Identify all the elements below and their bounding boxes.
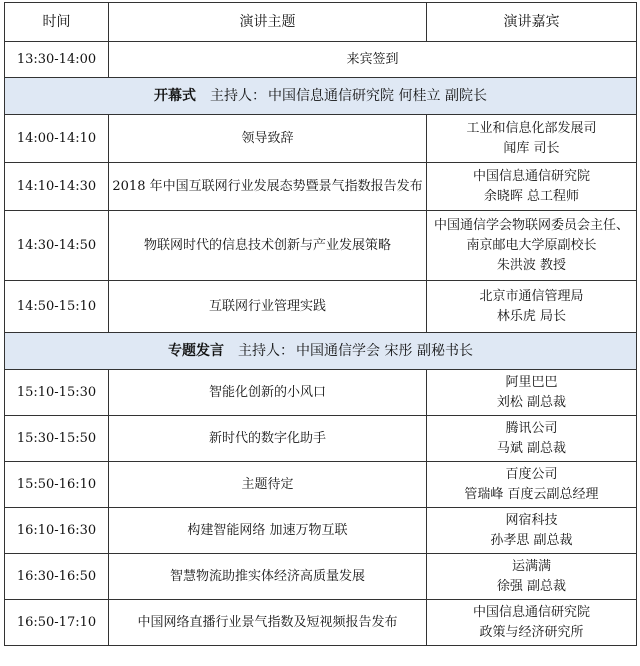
header-row [5,3,637,42]
speaker-name: 刘松 副总裁 [496,394,567,410]
topic-cell: 构建智能网络 加速万物互联 [109,508,427,554]
speaker-cell [427,600,637,646]
section-cell [5,78,637,115]
speaker-org: 中国信息通信研究院 [472,168,590,184]
section-row [5,78,637,115]
speaker-cell [427,281,637,333]
host-name: 中国信息通信研究院 何桂立 副院长 [268,88,487,104]
speaker-org: 百度公司 [505,466,558,482]
agenda-row [5,163,637,211]
topic-cell: 新时代的数字化助手 [109,416,427,462]
agenda-body [5,3,637,646]
time-cell: 15:50-16:10 [5,462,109,508]
topic-cell: 物联网时代的信息技术创新与产业发展策略 [109,211,427,281]
agenda-table [4,2,637,646]
time-cell: 16:30-16:50 [5,554,109,600]
topic-cell: 智能化创新的小风口 [109,370,427,416]
speaker-name: 朱洪波 教授 [496,257,567,273]
agenda-row [5,600,637,646]
time-cell: 14:10-14:30 [5,163,109,211]
agenda-row [5,115,637,163]
time-cell: 14:50-15:10 [5,281,109,333]
topic-cell: 来宾签到 [109,42,637,78]
speaker-cell [427,115,637,163]
header-speaker: 演讲嘉宾 [427,3,637,42]
time-cell: 13:30-14:00 [5,42,109,78]
time-cell: 14:30-14:50 [5,211,109,281]
host-label: 主持人： [210,88,267,104]
agenda-row [5,42,637,78]
speaker-name: 政策与经济研究所 [479,624,584,640]
speaker-name: 马斌 副总裁 [496,440,567,456]
topic-cell: 互联网行业管理实践 [109,281,427,333]
agenda-row [5,416,637,462]
speaker-org: 阿里巴巴 [505,374,558,390]
agenda-row [5,281,637,333]
agenda-row [5,370,637,416]
section-title: 专题发言 [168,343,225,359]
speaker-cell [427,554,637,600]
speaker-org: 网宿科技 [505,512,558,528]
time-cell: 15:10-15:30 [5,370,109,416]
topic-cell: 2018 年中国互联网行业发展态势暨景气指数报告发布 [109,163,427,211]
speaker-cell [427,163,637,211]
time-cell: 16:10-16:30 [5,508,109,554]
speaker-name: 余晓晖 总工程师 [483,188,580,204]
speaker-name: 管瑞峰 百度云副总经理 [464,486,599,502]
speaker-cell [427,508,637,554]
section-cell [5,333,637,370]
speaker-org: 腾讯公司 [505,420,558,436]
agenda-row [5,462,637,508]
speaker-cell [427,370,637,416]
agenda-row [5,508,637,554]
speaker-org: 中国通信学会物联网委员会主任、南京邮电大学原副校长 [433,217,629,253]
speaker-cell [427,211,637,281]
speaker-name: 徐强 副总裁 [496,578,567,594]
header-topic: 演讲主题 [109,3,427,42]
header-time: 时间 [5,3,109,42]
topic-cell: 领导致辞 [109,115,427,163]
speaker-name: 孙孝思 副总裁 [490,532,573,548]
time-cell: 16:50-17:10 [5,600,109,646]
topic-cell: 智慧物流助推实体经济高质量发展 [109,554,427,600]
time-cell: 15:30-15:50 [5,416,109,462]
section-title: 开幕式 [154,88,197,104]
topic-cell: 主题待定 [109,462,427,508]
host-label: 主持人： [238,343,295,359]
speaker-org: 中国信息通信研究院 [472,604,590,620]
agenda-row [5,211,637,281]
section-row [5,333,637,370]
speaker-name: 林乐虎 局长 [496,308,567,324]
speaker-org: 北京市通信管理局 [479,288,584,304]
agenda-row [5,554,637,600]
speaker-org: 工业和信息化部发展司 [466,120,597,136]
time-cell: 14:00-14:10 [5,115,109,163]
speaker-cell [427,462,637,508]
speaker-name: 闻库 司长 [503,140,560,156]
speaker-cell [427,416,637,462]
host-name: 中国通信学会 宋彤 副秘书长 [296,343,473,359]
speaker-org: 运满满 [511,558,551,574]
topic-cell: 中国网络直播行业景气指数及短视频报告发布 [109,600,427,646]
